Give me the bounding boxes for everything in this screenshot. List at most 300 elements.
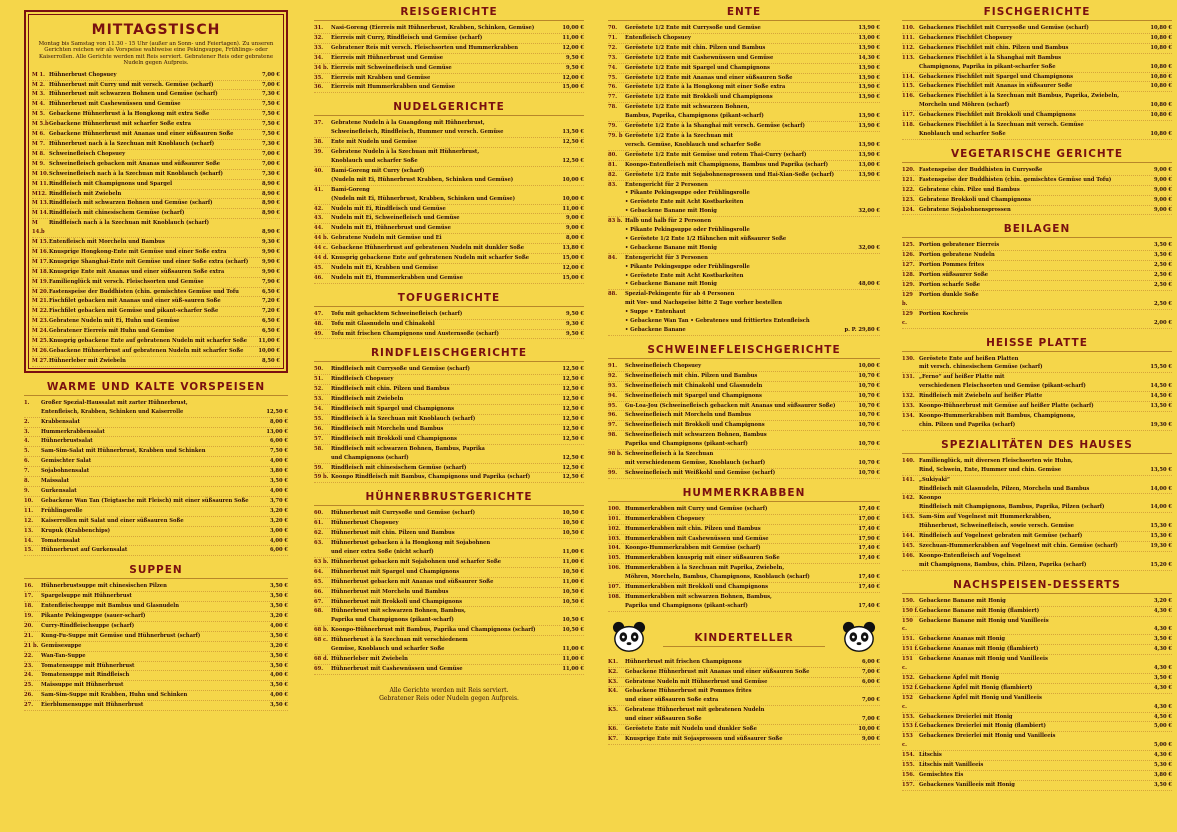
menu-item-number: 144. (902, 533, 915, 540)
menu-item-number: 116. (902, 93, 915, 100)
menu-item-number: 155. (902, 762, 915, 769)
menu-item (608, 122, 880, 132)
menu-item-number: 103. (608, 535, 621, 542)
menu-item-name: Eierreis mit Hummerkrabben und Gemüse (331, 84, 456, 91)
menu-item-name: Knusprige Ente mit Sojasprossen und süßsaurer Soße (625, 736, 783, 742)
menu-item-price: 3,50 € (269, 478, 288, 485)
menu-item-number: 65. (314, 578, 324, 585)
menu-item-number: 20. (24, 622, 34, 629)
menu-item-name: Hühnerbrustsalat (41, 438, 93, 445)
menu-item-name: Rindfleisch mit Zwiebeln auf heißer Platte (919, 393, 1043, 400)
menu-item-number: 14. (24, 537, 34, 544)
menu-item-price: 13,50 € (1150, 403, 1172, 410)
menu-item (32, 81, 280, 91)
menu-item-name: Rindfleisch Chopsuey (331, 376, 394, 383)
menu-item (902, 176, 1172, 186)
menu-item (24, 447, 288, 457)
menu-item-name: Hühnerbrust gebacken mit Ananas und süßsaurer Soße (331, 578, 494, 585)
menu-item-name: Koonpo-Hummerkrabben mit Bambus, Champignons, chin. Pilzen und Paprika (scharf) (919, 413, 1076, 428)
menu-item (314, 405, 584, 415)
menu-item-price: 12,50 € (562, 416, 584, 422)
menu-item (24, 428, 288, 438)
menu-item-price: 10,70 € (858, 372, 880, 379)
menu-item-number: 61. (314, 520, 324, 527)
menu-item (608, 678, 880, 688)
menu-item-name: Gebackene Äpfel mit Honig und Vanilleeis (919, 694, 1042, 701)
menu-item (32, 278, 280, 288)
menu-item (32, 120, 280, 130)
menu-item-price: 9,00 € (1153, 206, 1172, 213)
menu-item (314, 365, 584, 375)
menu-item-number: 2. (24, 418, 30, 425)
section-title-rind: RINDFLEISCHGERICHTE (314, 347, 584, 362)
menu-item-price: 12,50 € (562, 454, 584, 461)
menu-item-price: 10,50 € (562, 530, 584, 537)
menu-item-price: 11,00 € (562, 548, 584, 555)
menu-item-price: 9,00 € (1153, 186, 1172, 193)
menu-item (314, 83, 584, 93)
menu-item (608, 103, 880, 122)
menu-item-name: Portion Pommes frites (919, 262, 985, 269)
menu-item-number: 127. (902, 262, 915, 269)
menu-item (314, 148, 584, 167)
menu-item-number: 45. (314, 264, 324, 271)
menu-item-name: Tofu mit frischen Champignons und Austernsoße (scharf) (331, 330, 499, 337)
menu-item-price: 12,50 € (562, 139, 584, 146)
menu-item-name: Hühnerbrust mit Cashewnüssen und Gemüse (49, 101, 181, 108)
menu-item (314, 244, 584, 254)
menu-item-name: Gebackene Äpfel mit Honig (flambiert) (919, 684, 1033, 691)
menu-item-number: 69. (314, 665, 324, 672)
menu-item-number: 111. (902, 34, 915, 41)
menu-item-number: M 2. (32, 81, 45, 88)
menu-item-number: M 4. (32, 101, 45, 108)
menu-item-name: Gebratene Brokkoli und Champignons (919, 196, 1031, 203)
menu-item-number: M 18. (32, 268, 49, 275)
menu-item-price: 10,80 € (1150, 102, 1172, 109)
menu-item-number: 27. (24, 702, 34, 709)
menu-item-price: 9,90 € (261, 248, 280, 255)
menu-item-price: 3,50 € (269, 652, 288, 659)
menu-item-name: Hühnerbrust mit Morcheln und Bambus (331, 588, 449, 595)
menu-item-name: Gebackenes Vanilleeis mit Honig (919, 781, 1015, 788)
menu-item-number: 55. (314, 416, 324, 422)
menu-item-price: 10,70 € (858, 441, 880, 448)
menu-item-number: 58. (314, 445, 324, 452)
vorspeisen-list (24, 399, 288, 557)
menu-item-price: 9,90 € (261, 268, 280, 275)
menu-item-number: 12. (24, 517, 34, 524)
menu-item (32, 199, 280, 209)
menu-item-name: Sojabohnensalat (41, 468, 90, 475)
menu-item (608, 64, 880, 74)
menu-item (608, 217, 880, 254)
menu-item-price: 15,00 € (562, 84, 584, 91)
menu-item-price: 9,50 € (565, 310, 584, 317)
menu-item-name: Hühnerbrust mit schwarzen Bohnen und Gemüse (scharf) (49, 91, 218, 98)
menu-item (32, 140, 280, 150)
menu-item-number: 131. (902, 374, 915, 381)
menu-item-name: Schweinefleisch mit Spargel und Champignons (625, 392, 762, 399)
menu-item (32, 258, 280, 268)
menu-item-number: M 5.b (32, 121, 49, 128)
menu-item-number: M 1. (32, 71, 45, 78)
menu-item-number: 100. (608, 505, 621, 512)
menu-item-price: 2,50 € (1153, 272, 1172, 279)
menu-item-name: Hühnerbrust gebacken mit Sojabohnen und scharfer Soße (331, 558, 502, 565)
section-title-schwein: SCHWEINEFLEISCHGERICHTE (608, 344, 880, 359)
menu-item (24, 632, 288, 642)
menu-item (902, 186, 1172, 196)
menu-item-name: Knusprige Ente mit Ananas und einer süßsauren Soße extra (49, 268, 225, 275)
menu-item-number: 44. (314, 225, 324, 232)
menu-item (608, 725, 880, 735)
menu-item-price: 11,00 € (562, 646, 584, 653)
section-title-vorspeisen: WARME UND KALTE VORSPEISEN (24, 381, 288, 396)
menu-item (24, 642, 288, 652)
menu-item-price: 9,50 € (565, 330, 584, 337)
menu-item-price: 6,00 € (861, 658, 880, 665)
menu-item (608, 544, 880, 554)
menu-item-name: Tomatensuppe mit Rindfleisch (41, 672, 130, 679)
menu-item-name: Nasi-Goreng (Eierreis mit Hühnerbrust, Krabben, Schinken, Gemüse) (331, 25, 535, 31)
menu-item (902, 412, 1172, 431)
menu-item-name: Gebratene Nudeln mit Hühnerbrust und Gemüse (625, 678, 768, 685)
menu-item (608, 132, 880, 151)
menu-item (32, 268, 280, 278)
menu-item-price: 7,00 € (261, 71, 280, 78)
menu-item-name: Eierblumensuppe mit Hühnerbrust (41, 702, 144, 709)
menu-item (902, 607, 1172, 617)
menu-item-name: Hummerkrabben à la Szechuan mit Paprika, Zwiebeln, Möhren, Morcheln, Bambus, Champignons, Knoblauch (scharf) (625, 565, 810, 581)
menu-item (608, 411, 880, 421)
menu-item (608, 402, 880, 412)
menu-item (608, 535, 880, 545)
menu-item-price: 10,50 € (562, 627, 584, 634)
menu-item (608, 171, 880, 181)
menu-item-number: 129 b. (902, 291, 913, 307)
menu-item-price: 7,00 € (861, 668, 880, 675)
menu-item-price: 15,30 € (1150, 533, 1172, 540)
menu-item-price: 13,90 € (858, 94, 880, 101)
menu-item (314, 310, 584, 320)
menu-item-price: 3,50 € (1153, 242, 1172, 249)
menu-item-price: 14,30 € (858, 54, 880, 61)
menu-item-name: Großer Spezial-Haussalat mit zarter Hühnerbrust, Entenfleisch, Krabben, Schinken und Kaiserrolle (41, 399, 188, 415)
menu-item-price: 7,00 € (861, 697, 880, 704)
menu-item-price: 15,00 € (562, 255, 584, 262)
menu-item-number: 63 b. (314, 558, 329, 565)
menu-item (314, 264, 584, 274)
menu-item-price: 17,40 € (858, 525, 880, 532)
column-2 (314, 6, 584, 826)
menu-item (314, 34, 584, 44)
menu-item-price: 10,70 € (858, 422, 880, 429)
menu-item-number: 140. (902, 457, 915, 464)
menu-item-name: Schweinefleisch mit schwarzen Bohnen, Bambus Paprika und Champignons (pikant-scharf) (625, 432, 767, 448)
menu-item-number: 150. (902, 597, 915, 604)
menu-item-number: 48. (314, 320, 324, 327)
menu-item-name: Hühnerbrust mit Brokkoli und Champignons (331, 598, 463, 605)
menu-item-name: Tomatensalat (41, 537, 81, 544)
menu-item (24, 691, 288, 701)
menu-item-number: K4. (608, 688, 618, 695)
menu-item (314, 54, 584, 64)
menu-item-number: 37. (314, 120, 324, 127)
menu-item-number: 7. (24, 468, 30, 475)
menu-item-price: 11,00 € (562, 655, 584, 662)
menu-item-number: 96. (608, 412, 618, 419)
menu-item-name: Entenfleischsuppe mit Bambus und Glasnudeln (41, 603, 180, 610)
menu-item-price: 9,00 € (565, 225, 584, 232)
menu-item (24, 681, 288, 691)
menu-item (608, 254, 880, 291)
menu-item (608, 290, 880, 336)
menu-item (314, 234, 584, 244)
menu-item (24, 592, 288, 602)
menu-item-price: 3,50 € (269, 662, 288, 669)
menu-item-price: 3,50 € (1153, 674, 1172, 681)
menu-item-name: Bami-Goreng mit Curry (scharf) (Nudeln mit Ei, Hühnerbrust Krabben, Schinken und Gemüse) (331, 167, 514, 183)
menu-item-number: 19. (24, 613, 34, 620)
menu-item-number: 150 c. (902, 617, 913, 633)
menu-item-name: Gemischtes Eis (919, 772, 964, 778)
menu-item-number: 146. (902, 552, 915, 559)
menu-item-name: Pikante Pekingsuppe (sauer-scharf) (41, 613, 146, 620)
menu-item-number: 152. (902, 674, 915, 681)
menu-item-number: M 9. (32, 160, 45, 167)
menu-item-name: Hühnerbrust mit Spargel und Champignons (331, 568, 460, 575)
section-title-kinder: KINDERTELLER (663, 632, 825, 647)
menu-item-number: M 7. (32, 140, 45, 147)
menu-item (902, 111, 1172, 121)
menu-item-number: 68 b. (314, 627, 329, 634)
menu-item (608, 44, 880, 54)
menu-item (608, 431, 880, 450)
menu-item-name: Tofu mit Glasnudeln und Chinakohl (331, 320, 435, 327)
menu-item-number: 84. (608, 254, 618, 261)
menu-item (902, 532, 1172, 542)
menu-item (314, 578, 584, 588)
menu-item-price: 9,00 € (1153, 176, 1172, 183)
menu-item-number: 21 b. (24, 642, 39, 649)
menu-item-number: 52. (314, 386, 324, 393)
menu-item-name: Fastenspeise der Buddhisten (chin. gemischtes Gemüse und Tofu (49, 288, 239, 295)
menu-item-name: Ente mit Nudeln und Gemüse (331, 139, 418, 146)
menu-item (24, 662, 288, 672)
menu-item (24, 671, 288, 681)
menu-item-price: 32,00 € (858, 208, 880, 215)
menu-item-price: 12,50 € (562, 435, 584, 442)
menu-item-name: Sam-Sim-Suppe mit Krabben, Huhn und Schinken (41, 692, 188, 699)
menu-item (314, 214, 584, 224)
menu-item-price: 10,00 € (858, 726, 880, 733)
fisch-list (902, 24, 1172, 140)
menu-item-price: 13,80 € (562, 245, 584, 252)
menu-item-price: 4,30 € (1153, 665, 1172, 672)
menu-item-name: Curry-Rindfleischsuppe (scharf) (41, 622, 135, 629)
menu-item (608, 593, 880, 612)
menu-item-price: 13,50 € (1150, 466, 1172, 473)
menu-item-number: 157. (902, 781, 915, 788)
menu-item-name: Hummerkrabbensalat (41, 428, 105, 435)
menu-item-name: Gebratene Nudeln à la Guangdong mit Hühnerbrust, Schweinefleisch, Rindfleisch, Hummer und versch. Gemüse (331, 120, 504, 136)
menu-item-number: 123. (902, 196, 915, 203)
menu-item-price: 10,50 € (562, 588, 584, 595)
menu-item-price: 10,70 € (858, 412, 880, 419)
menu-item-name: Krupuk (Krabbenchips) (41, 527, 111, 534)
menu-item-number: M 13. (32, 200, 49, 207)
menu-item (608, 421, 880, 431)
menu-item-name: Familienglück, mit diversen Fleischsorten wie Huhn, Rind, Schwein, Ente, Hummer und chin. Gemüse (919, 457, 1073, 473)
menu-item-number: 54. (314, 406, 324, 413)
menu-item-name: Koonpo-Hühnerbrust mit Bambus, Paprika und Champignons (scharf) (331, 627, 536, 634)
menu-item-number: M 3. (32, 91, 45, 98)
menu-item (32, 90, 280, 100)
menu-item-number: 118. (902, 122, 915, 129)
menu-item (608, 151, 880, 161)
menu-item-number: 34 b. (314, 64, 329, 71)
menu-item-name: Halb und halb für 2 Personen • Pikante Pekingsuppe oder Frühlingsrolle • Geröstete 1/2 Ente 1/2 Hähnchen mit süßsaurer Soße • Gebackene Banane mit Honig (625, 218, 787, 251)
menu-item-name: Gebackene Hühnerbrust mit Ananas und einer süßsauren Soße (49, 131, 234, 138)
menu-item-number: 38. (314, 139, 324, 146)
menu-item-price: 14,00 € (1150, 504, 1172, 511)
menu-item-price: 7,50 € (261, 121, 280, 128)
menu-item-price: 7,20 € (261, 308, 280, 315)
menu-item-number: M 8. (32, 150, 45, 157)
kinder-header (608, 618, 880, 658)
menu-item (902, 674, 1172, 684)
menu-item-price: 9,00 € (861, 736, 880, 742)
menu-item-price: 3,70 € (269, 497, 288, 504)
menu-item-number: 18. (24, 603, 34, 610)
menu-item (902, 251, 1172, 261)
menu-item-price: 3,00 € (269, 527, 288, 534)
menu-item-price: 10,00 € (258, 348, 280, 354)
menu-item-name: Schweinefleisch mit Brokkoli und Champignons (625, 422, 765, 429)
menu-item-price: 3,80 € (1153, 772, 1172, 778)
menu-item (902, 732, 1172, 751)
section-title-desserts: NACHSPEISEN-DESSERTS (902, 579, 1172, 594)
menu-item (314, 119, 584, 138)
menu-item-price: 13,90 € (858, 141, 880, 148)
menu-item-number: 21. (24, 632, 34, 639)
menu-item-number: 9. (24, 487, 30, 494)
menu-item (902, 373, 1172, 392)
menu-item-name: Gebratene Nudeln mit Ei, Huhn und Gemüse (49, 318, 180, 325)
menu-item-price: 10,70 € (858, 402, 880, 409)
menu-item (314, 330, 584, 340)
menu-item-price: 10,00 € (562, 25, 584, 31)
menu-item-name: Nudeln mit Ei, Hummerkrabben und Gemüse (331, 274, 463, 281)
menu-item-name: Frühlingsrolle (41, 507, 83, 514)
menu-item-number: K5. (608, 707, 618, 714)
section-title-hummer: HUMMERKRABBEN (608, 487, 880, 502)
menu-item (32, 357, 280, 367)
menu-item-number: M 27. (32, 357, 49, 364)
menu-item (608, 83, 880, 93)
menu-item-name: Gebratene Nudeln mit Gemüse und Ei (331, 235, 442, 242)
menu-item-price: 10,00 € (562, 195, 584, 202)
menu-item-number: 34. (314, 54, 324, 61)
menu-item (902, 552, 1172, 571)
menu-item-price: 9,50 € (565, 54, 584, 61)
menu-item-number: 6. (24, 458, 30, 465)
menu-item-number: 95. (608, 402, 618, 409)
menu-item (314, 64, 584, 74)
menu-item-number: 53. (314, 396, 324, 403)
menu-item-name: Hühnerbrust Chopsuey (49, 71, 117, 78)
menu-item-name: Gebackene Ananas mit Honig und Vanilleeis (919, 656, 1048, 663)
menu-item-price: 7,50 € (261, 131, 280, 138)
menu-item-number: 72. (608, 44, 618, 51)
menu-item-name: Gebackenes Fischfilet à la Szechuan mit Bambus, Paprika, Zwiebeln, Morcheln und Möhren (scharf) (919, 93, 1120, 109)
menu-item-number: 113. (902, 54, 915, 61)
section-title-nudel: NUDELGERICHTE (314, 101, 584, 116)
mittagstisch-title: MITTAGSTISCH (91, 22, 221, 38)
menu-item-name: Knusprig gebackene Ente auf gebratenen Nudeln mit scharfer Soße (331, 255, 530, 262)
menu-item (902, 771, 1172, 781)
menu-item-price: 3,50 € (1153, 252, 1172, 259)
menu-item-price: 13,90 € (858, 151, 880, 158)
menu-item-price: 2,50 € (1153, 300, 1172, 307)
menu-item-price: 10,70 € (858, 469, 880, 476)
menu-item-number: K7. (608, 736, 618, 742)
menu-item-number: 46. (314, 274, 324, 281)
menu-item-price: 17,40 € (858, 555, 880, 562)
beilagen-list (902, 241, 1172, 328)
menu-item-number: 151 f. (902, 646, 919, 653)
menu-item-number: 64. (314, 568, 324, 575)
menu-item (314, 186, 584, 205)
menu-item-price: 12,50 € (562, 474, 584, 481)
menu-item (314, 425, 584, 435)
menu-item-number: 75. (608, 74, 618, 81)
menu-item-name: Geröstete Ente mit Nudeln und dunkler Soße (625, 726, 757, 733)
menu-item-number: 56. (314, 425, 324, 432)
menu-item-price: 13,00 € (858, 161, 880, 168)
menu-item-name: Hühnerbrust à la Szechuan mit verschiedenem Gemüse, Knoblauch und scharfer Soße (331, 637, 468, 653)
menu-item-name: Bami-Goreng (Nudeln mit Ei, Hühnerbrust, Krabben, Schinken und Gemüse) (331, 186, 516, 202)
menu-item-number: 47. (314, 310, 324, 317)
menu-item-price: 7,50 € (269, 448, 288, 455)
menu-item-price: 6,00 € (269, 438, 288, 445)
menu-item-number: 59 b. (314, 474, 329, 481)
menu-item-price: 12,50 € (562, 386, 584, 393)
menu-item-price: 10,80 € (1150, 112, 1172, 119)
menu-item-number: M 17. (32, 258, 49, 265)
menu-item (314, 167, 584, 186)
menu-item-name: Hühnerbrust auf Gurkensalat (41, 547, 128, 554)
menu-item-number: 5. (24, 448, 30, 455)
menu-item (314, 385, 584, 395)
menu-item-number: 156. (902, 772, 915, 778)
menu-item-number: 60. (314, 510, 324, 517)
menu-item (902, 597, 1172, 607)
menu-item-name: Gebratene Sojabohnensprossen (919, 206, 1011, 213)
menu-item (314, 24, 584, 34)
menu-item-name: Hühnerbrust gebacken à la Hongkong mit Sojabohnen und einer extra Soße (nicht scharf) (331, 540, 491, 555)
kinder-list (608, 658, 880, 745)
menu-item (24, 477, 288, 487)
menu-item (314, 509, 584, 519)
menu-item-name: Gebackene Hühnerbrust auf gebratenen Nudeln mit dunkler Soße (331, 245, 524, 252)
menu-item-number: 141. (902, 476, 915, 483)
menu-item-price: 8,90 € (261, 200, 280, 207)
menu-item-number: K2. (608, 668, 618, 675)
section-title-tofu: TOFUGERICHTE (314, 292, 584, 307)
menu-item-name: Entenfleisch mit Morcheln und Bambus (49, 239, 165, 246)
